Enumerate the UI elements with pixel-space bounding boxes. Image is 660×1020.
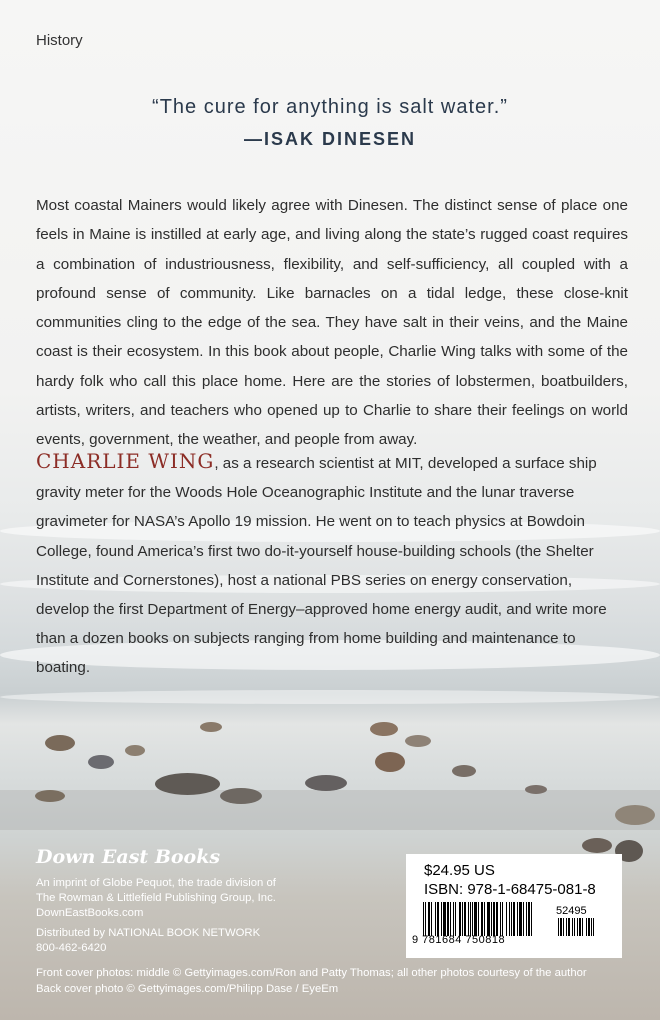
isbn-label: ISBN: 978-1-68475-081-8 <box>424 881 596 898</box>
barcode-bar <box>500 902 501 936</box>
beach-stone <box>305 775 347 791</box>
barcode-bar <box>526 902 527 936</box>
beach-stone <box>375 752 405 772</box>
author-bio-text: , as a research scientist at MIT, developed a surface ship gravity meter for the Woods Hole Oceanographic Institute and the lunar traverse gravimeter for NASA’s Apollo 19 mission. He went on to teach physics at Bowdoin College, found America’s first two do-it-yourself house-building schools (the Shelter Institute and Cornerstones), host a national PBS series on energy conservation, develop the first Department of Energy–approved home energy audit, and write more than a dozen books on subjects ranging from home building and maintenance to boating. <box>36 455 607 677</box>
publisher-logo: Down East Books <box>36 846 221 868</box>
beach-stone <box>200 722 222 732</box>
barcode-bar <box>593 918 594 936</box>
distributor-phone: 800-462-6420 <box>36 942 107 954</box>
barcode-bar <box>487 902 490 936</box>
photo-credits <box>36 966 587 997</box>
barcode-bar <box>574 918 575 936</box>
barcode-bar <box>431 902 432 936</box>
barcode-bar <box>474 902 477 936</box>
barcode-bar <box>506 902 507 936</box>
barcode-bar <box>425 902 426 936</box>
ean-digits: 9 781684 750818 <box>412 934 506 946</box>
barcode-bar <box>496 902 498 936</box>
barcode-bar <box>577 918 578 936</box>
barcode-bar <box>478 902 479 936</box>
barcode-bar <box>572 918 573 936</box>
imprint-line: An imprint of Globe Pequot, the trade division of <box>36 877 276 889</box>
book-description: Most coastal Mainers would likely agree with Dinesen. The distinct sense of place one feels in Maine is instilled at early age, and living along the state’s rugged coast requires a combination of industriousness, flexibility, and self-sufficiency, all coupled with a profound sense of community. Like barnacles on a tidal ledge, these close-knit communities cling to the edge of the sea. They have salt in their veins, and the Maine coast is their ecosystem. In this book about people, Charlie Wing talks with some of the hardy folk who call this place home. Here are the stories of lobstermen, boatbuilders, artists, writers, and teachers who opened up to Charlie to share their feelings on world events, government, the weather, and people from away. <box>36 197 628 449</box>
beach-stone <box>452 765 476 777</box>
beach-stone <box>582 838 612 853</box>
barcode-bar <box>531 902 532 936</box>
barcode-bar <box>472 902 473 936</box>
barcode-bar <box>453 902 454 936</box>
price-code: 52495 <box>556 905 587 917</box>
publisher-website: DownEastBooks.com <box>36 907 144 919</box>
beach-stone <box>370 722 398 736</box>
barcode-bar <box>591 918 592 936</box>
barcode-bar <box>468 902 469 936</box>
barcode-bar <box>579 918 581 936</box>
author-name: CHARLIE WING <box>36 449 215 473</box>
barcode-bar <box>558 918 559 936</box>
imprint-line: The Rowman & Littlefield Publishing Group, Inc. <box>36 892 276 904</box>
beach-stone <box>88 755 114 769</box>
barcode-bar <box>586 918 587 936</box>
wet-sand-band <box>0 790 660 830</box>
barcode-bar <box>484 902 485 936</box>
barcode-bar <box>566 918 567 936</box>
distributor-line: Distributed by NATIONAL BOOK NETWORK <box>36 927 261 939</box>
price-barcode <box>558 918 608 936</box>
barcode-label <box>406 854 622 958</box>
barcode-bar <box>437 902 439 936</box>
barcode-bar <box>528 902 530 936</box>
barcode-bar <box>447 902 449 936</box>
barcode-bar <box>563 918 564 936</box>
price-label: $24.95 US <box>424 862 495 879</box>
barcode-bar <box>502 902 503 936</box>
front-cover-credit: Front cover photos: middle © Gettyimages.com/Ron and Patty Thomas; all other photos courtesy of the author <box>36 967 587 979</box>
barcode-bar <box>493 902 495 936</box>
barcode-bar <box>511 902 512 936</box>
barcode-bar <box>443 902 446 936</box>
barcode-bar <box>517 902 518 936</box>
barcode-bar <box>459 902 461 936</box>
barcode-bar <box>560 918 562 936</box>
barcode-bar <box>470 902 471 936</box>
barcode-bar <box>450 902 451 936</box>
barcode-bar <box>582 918 583 936</box>
beach-stone <box>525 785 547 794</box>
barcode-bar <box>568 918 570 936</box>
beach-stone <box>35 790 65 802</box>
barcode-bar <box>513 902 515 936</box>
beach-stone <box>405 735 431 747</box>
barcode-bar <box>441 902 442 936</box>
publisher-info <box>36 876 306 956</box>
barcode-bar <box>423 902 424 936</box>
author-bio <box>36 447 628 683</box>
barcode-bar <box>435 902 436 936</box>
barcode-bar <box>509 902 510 936</box>
barcode-bar <box>481 902 483 936</box>
beach-stone <box>615 805 655 825</box>
beach-stone <box>220 788 262 804</box>
epigraph-author: —ISAK DINESEN <box>243 129 417 149</box>
beach-stone <box>125 745 145 756</box>
barcode-bar <box>519 902 522 936</box>
barcode-bar <box>491 902 492 936</box>
category-label: History <box>36 32 83 49</box>
barcode-bar <box>588 918 590 936</box>
barcode-bar <box>523 902 524 936</box>
wave-band <box>0 690 660 704</box>
barcode-bar <box>455 902 456 936</box>
beach-stone <box>155 773 220 795</box>
epigraph-quote: “The cure for anything is salt water.” <box>152 96 508 118</box>
beach-stone <box>45 735 75 751</box>
barcode-bar <box>428 902 430 936</box>
ean-barcode <box>423 902 553 936</box>
back-cover-credit: Back cover photo © Gettyimages.com/Philipp Dase / EyeEm <box>36 982 339 995</box>
barcode-bar <box>464 902 466 936</box>
barcode-bar <box>462 902 463 936</box>
